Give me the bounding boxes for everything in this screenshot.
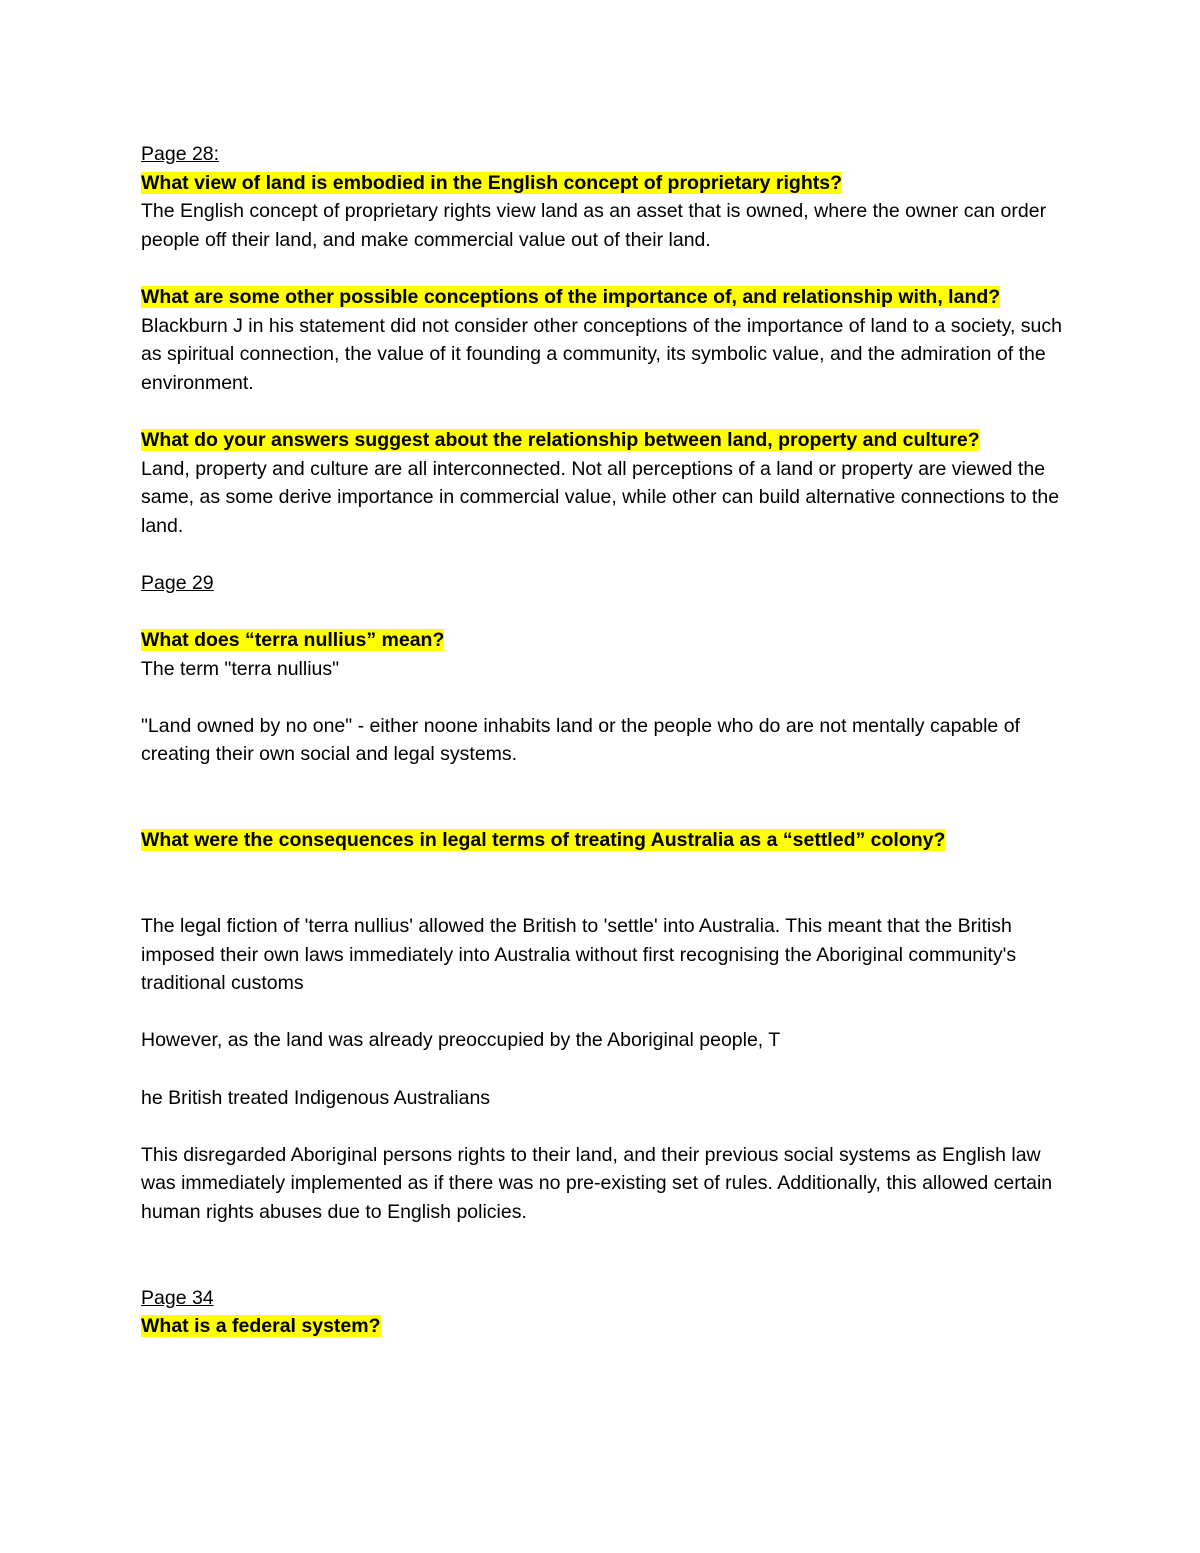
highlighted-question-text: What view of land is embodied in the English concept of proprietary rights?	[141, 171, 842, 194]
answer-settled-colony-2: However, as the land was already preoccupied by the Aboriginal people, T	[141, 1029, 781, 1052]
highlighted-question-text: What do your answers suggest about the relationship between land, property and culture?	[141, 428, 980, 451]
page-heading-28: Page 28:	[141, 143, 220, 165]
answer-settled-colony-4: This disregarded Aboriginal persons rights to their land, and their previous social systems as English law was immediately implemented as if there was no pre-existing set of rules. Additionally, this allowed certain human rights abuses due to English policies.	[141, 1143, 1053, 1223]
document-body	[141, 140, 1071, 1341]
paragraph-spacer	[141, 769, 1071, 826]
question-settled-colony	[141, 826, 1071, 855]
paragraph-spacer	[141, 998, 1071, 1027]
question-other-conceptions	[141, 283, 1071, 312]
highlighted-question-text: What is a federal system?	[141, 1315, 381, 1338]
paragraph-spacer	[141, 1112, 1071, 1141]
answer-proprietary-rights: The English concept of proprietary rights view land as an asset that is owned, where the owner can order people off their land, and make commercial value out of their land.	[141, 200, 1047, 251]
highlighted-question-text: What are some other possible conceptions of the importance of, and relationship with, land?	[141, 285, 1001, 308]
highlighted-question-text: What does “terra nullius” mean?	[141, 629, 445, 652]
answer-land-property-culture: Land, property and culture are all interconnected. Not all perceptions of a land or property are viewed the same, as some derive importance in commercial value, while other can build alternative connections to the land.	[141, 457, 1060, 537]
answer-settled-colony-1: The legal fiction of 'terra nullius' allowed the British to 'settle' into Australia. This meant that the British imposed their own laws immediately into Australia without first recognising the Aboriginal community's traditional customs	[141, 915, 1017, 995]
answer-settled-colony-3: he British treated Indigenous Australians	[141, 1086, 491, 1109]
page-heading-34: Page 34	[141, 1286, 214, 1309]
page-heading-29: Page 29	[141, 571, 214, 594]
paragraph-spacer	[141, 683, 1071, 712]
paragraph-spacer	[141, 397, 1071, 426]
paragraph-spacer	[141, 855, 1071, 912]
answer-terra-nullius-term: The term "terra nullius"	[141, 657, 340, 680]
question-terra-nullius	[141, 626, 1071, 655]
paragraph-spacer	[141, 540, 1071, 569]
question-federal-system	[141, 1312, 1071, 1341]
paragraph-spacer	[141, 1227, 1071, 1284]
paragraph-spacer	[141, 1055, 1071, 1084]
question-land-property-culture	[141, 426, 1071, 455]
answer-other-conceptions: Blackburn J in his statement did not consider other conceptions of the importance of land to a society, such as spiritual connection, the value of it founding a community, its symbolic value, and the admiration of the environment.	[141, 314, 1062, 394]
paragraph-spacer	[141, 254, 1071, 283]
answer-terra-nullius-definition: "Land owned by no one" - either noone inhabits land or the people who do are not mentally capable of creating their own social and legal systems.	[141, 714, 1020, 766]
paragraph-spacer	[141, 598, 1071, 627]
question-proprietary-rights	[141, 169, 1071, 198]
highlighted-question-text: What were the consequences in legal terms of treating Australia as a “settled” colony?	[141, 829, 946, 852]
